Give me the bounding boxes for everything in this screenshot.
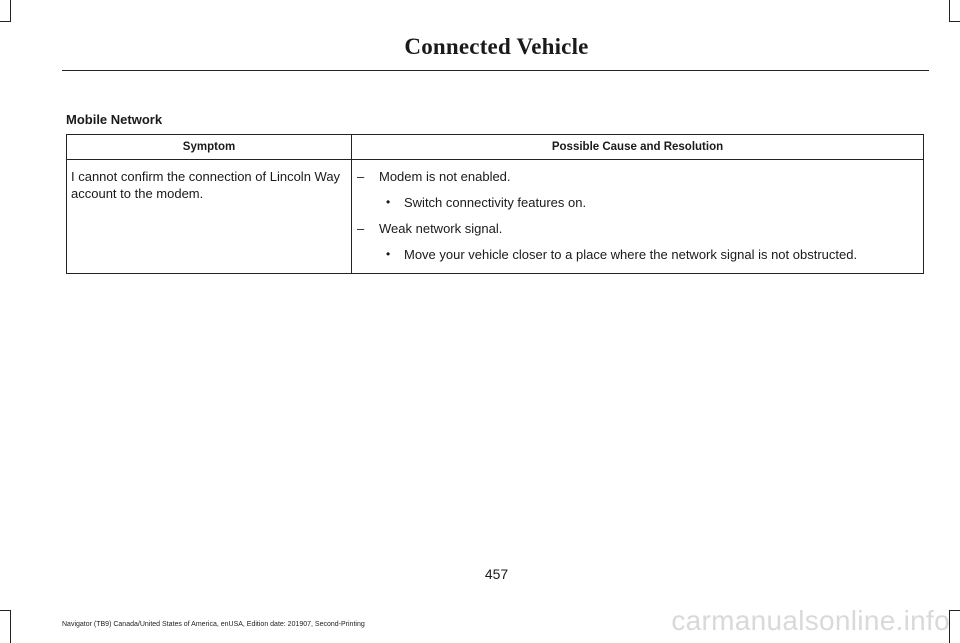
symptom-cell: I cannot confirm the connection of Lincoln Way account to the modem. xyxy=(67,160,352,274)
cause-item xyxy=(356,168,919,185)
bullet-marker: • xyxy=(386,195,391,209)
table-row xyxy=(67,160,924,274)
crop-mark-top-right-v xyxy=(949,0,950,22)
cause-text: Weak network signal. xyxy=(379,221,503,236)
resolution-text: Switch connectivity features on. xyxy=(404,195,587,210)
crop-mark-top-left-v xyxy=(10,0,11,22)
cause-resolution-cell xyxy=(352,160,924,274)
cause-text: Modem is not enabled. xyxy=(379,169,511,184)
resolution-item xyxy=(356,194,919,211)
page-number: 457 xyxy=(484,566,509,582)
edition-footer: Navigator (TB9) Canada/United States of America, enUSA, Edition date: 201907, Second-Printing xyxy=(62,621,365,628)
header-divider xyxy=(62,70,929,71)
page-title: Connected Vehicle xyxy=(404,34,589,59)
cause-item xyxy=(356,220,919,237)
crop-mark-bottom-left-h xyxy=(0,610,10,611)
crop-mark-top-right-h xyxy=(950,21,960,22)
watermark-text: carmanualsonline.info xyxy=(671,605,950,636)
table-header-row xyxy=(67,135,924,160)
column-header-cause-resolution: Possible Cause and Resolution xyxy=(352,135,924,160)
resolution-text: Move your vehicle closer to a place where the network signal is not obstructed. xyxy=(404,247,858,262)
troubleshooting-table xyxy=(66,134,924,274)
crop-mark-bottom-left-v xyxy=(10,610,11,643)
bullet-marker: • xyxy=(386,247,391,261)
dash-marker: – xyxy=(357,221,365,236)
crop-mark-bottom-right-h xyxy=(950,610,960,611)
column-header-symptom: Symptom xyxy=(67,135,352,160)
crop-mark-top-left-h xyxy=(0,21,10,22)
dash-marker: – xyxy=(357,169,365,184)
section-heading: Mobile Network xyxy=(66,112,163,127)
resolution-item xyxy=(356,246,919,263)
